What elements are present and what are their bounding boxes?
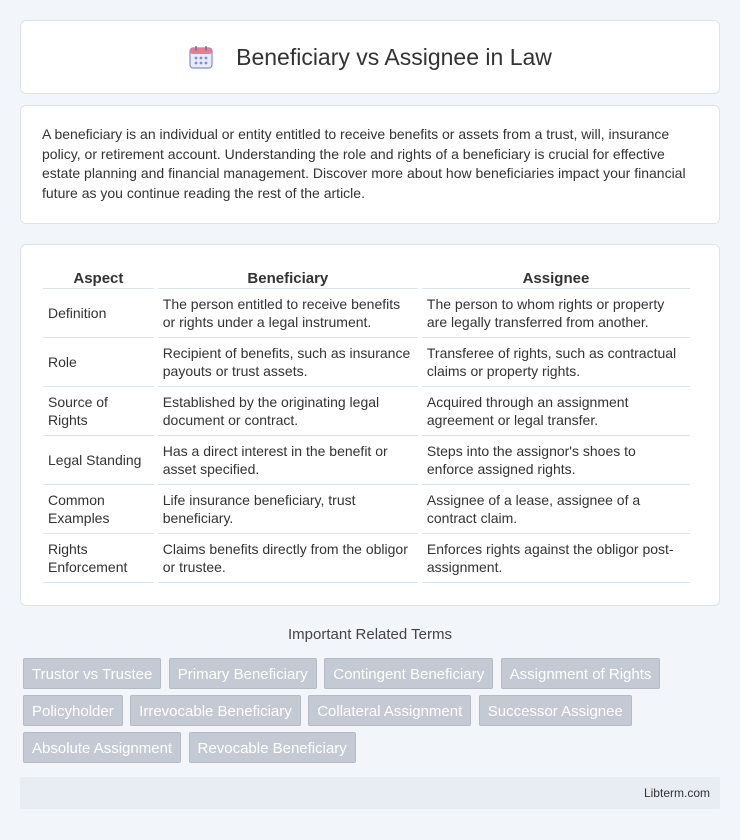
tag-successor-assignee[interactable]: Successor Assignee: [479, 695, 632, 726]
assignee-cell: Transferee of rights, such as contractual claims or property rights.: [422, 338, 690, 387]
table-row: [43, 436, 690, 485]
table-row: [43, 534, 690, 583]
comparison-table: [39, 263, 694, 583]
beneficiary-cell: Life insurance beneficiary, trust beneficiary.: [158, 485, 418, 534]
beneficiary-cell: Established by the originating legal document or contract.: [158, 387, 418, 436]
header-card: [20, 20, 720, 94]
comparison-table-card: [20, 244, 720, 606]
assignee-cell: Assignee of a lease, assignee of a contract claim.: [422, 485, 690, 534]
column-header-aspect: Aspect: [43, 263, 154, 289]
calendar-icon: [188, 44, 214, 70]
assignee-cell: Enforces rights against the obligor post-assignment.: [422, 534, 690, 583]
tag-assignment-of-rights[interactable]: Assignment of Rights: [501, 658, 661, 689]
aspect-cell: Role: [43, 338, 154, 387]
table-row: [43, 289, 690, 338]
aspect-cell: Rights Enforcement: [43, 534, 154, 583]
page-title: Beneficiary vs Assignee in Law: [236, 43, 552, 70]
tag-absolute-assignment[interactable]: Absolute Assignment: [23, 732, 181, 763]
aspect-cell: Definition: [43, 289, 154, 338]
table-row: [43, 485, 690, 534]
assignee-cell: The person to whom rights or property are legally transferred from another.: [422, 289, 690, 338]
beneficiary-cell: The person entitled to receive benefits or rights under a legal instrument.: [158, 289, 418, 338]
column-header-assignee: Assignee: [422, 263, 690, 289]
aspect-cell: Source of Rights: [43, 387, 154, 436]
beneficiary-cell: Claims benefits directly from the obligor or trustee.: [158, 534, 418, 583]
tag-contingent-beneficiary[interactable]: Contingent Beneficiary: [324, 658, 493, 689]
intro-card: [20, 105, 720, 224]
footer-site-link[interactable]: Libterm.com: [643, 786, 710, 800]
assignee-cell: Acquired through an assignment agreement or legal transfer.: [422, 387, 690, 436]
tag-collateral-assignment[interactable]: Collateral Assignment: [308, 695, 471, 726]
related-terms-tags: [23, 658, 723, 769]
tag-irrevocable-beneficiary[interactable]: Irrevocable Beneficiary: [130, 695, 301, 726]
aspect-cell: Legal Standing: [43, 436, 154, 485]
beneficiary-cell: Has a direct interest in the benefit or asset specified.: [158, 436, 418, 485]
tag-primary-beneficiary[interactable]: Primary Beneficiary: [169, 658, 317, 689]
table-header-row: [43, 263, 690, 289]
related-terms-title: Important Related Terms: [288, 626, 452, 643]
table-row: [43, 387, 690, 436]
tag-policyholder[interactable]: Policyholder: [23, 695, 123, 726]
column-header-beneficiary: Beneficiary: [158, 263, 418, 289]
tag-trustor-vs-trustee[interactable]: Trustor vs Trustee: [23, 658, 161, 689]
aspect-cell: Common Examples: [43, 485, 154, 534]
beneficiary-cell: Recipient of benefits, such as insurance payouts or trust assets.: [158, 338, 418, 387]
assignee-cell: Steps into the assignor's shoes to enforce assigned rights.: [422, 436, 690, 485]
footer: [20, 777, 720, 809]
intro-text: A beneficiary is an individual or entity entitled to receive benefits or assets from a trust, will, insurance policy, or retirement account. Understanding the role and rights of a beneficiary is crucial for effective estate planning and financial management. Discover more about how beneficiaries impact your financial future as you continue reading the rest of the article.: [42, 126, 686, 201]
table-row: [43, 338, 690, 387]
tag-revocable-beneficiary[interactable]: Revocable Beneficiary: [189, 732, 356, 763]
